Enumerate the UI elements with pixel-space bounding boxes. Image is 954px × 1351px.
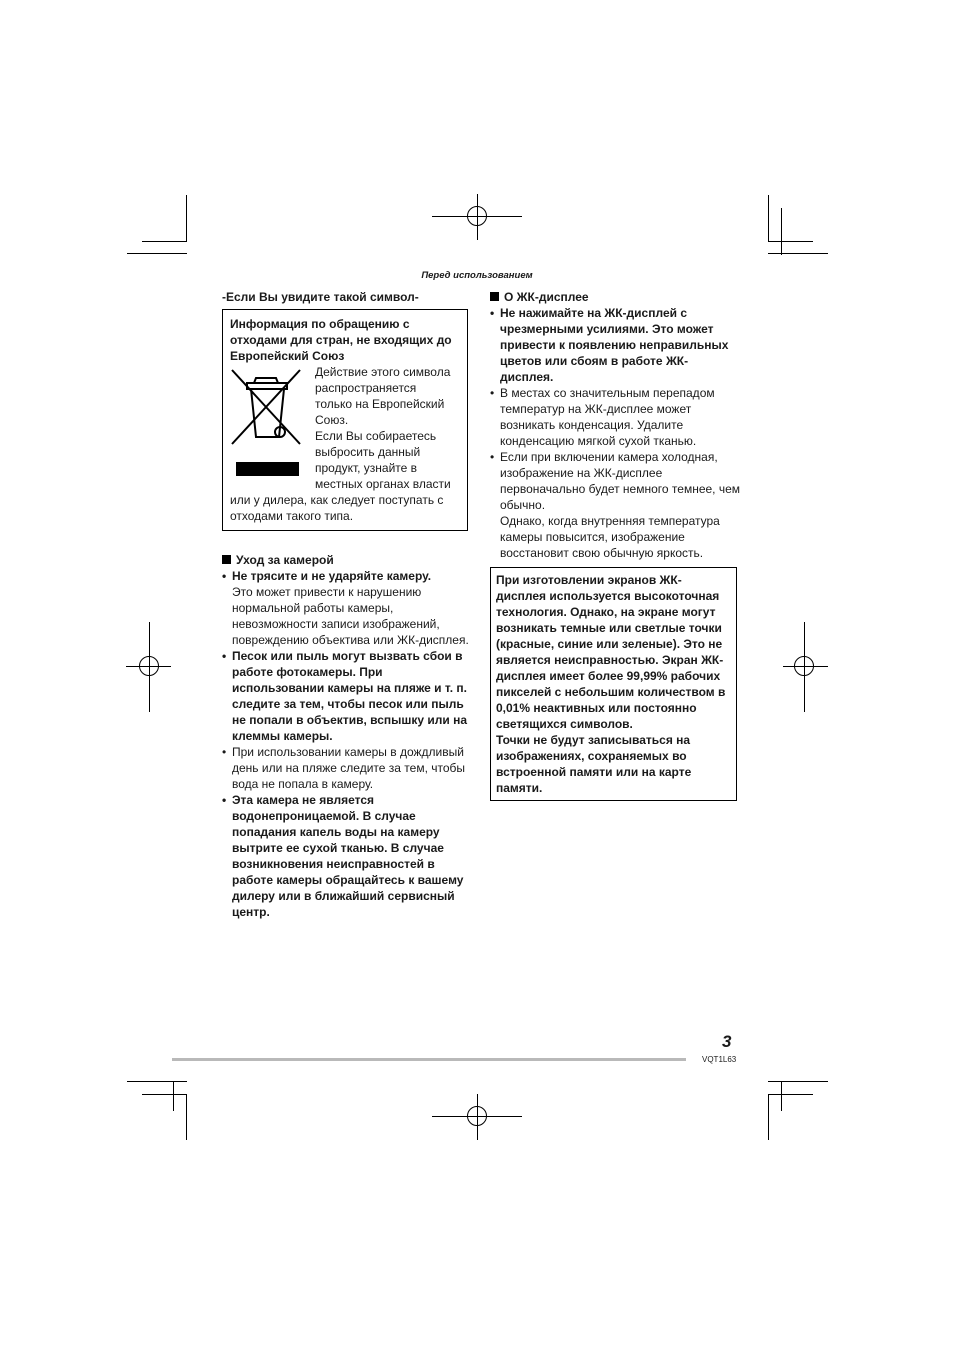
list-item: • Эта камера не является водонепроницаемой. В случае попадания капель воды на камеру вытрите ее сухой тканью. В случае возникновения неисправностей в работе камеры обращайтесь к вашему дилеру или в ближайший сервисный центр.	[222, 792, 472, 920]
disposal-line: продукт, узнайте в	[315, 461, 418, 475]
item-bold-text: Песок или пыль могут вызвать сбои в работе фотокамеры. При использовании камеры на пляже и т. п. следите за тем, чтобы песок или пыль не попали в объектив, вспышку или на клеммы камеры.	[232, 649, 468, 743]
list-item: • Не трясите и не ударяйте камеру. Это может привести к нарушению нормальной работы камеры, невозможности записи изображений, повреждению объектива или ЖК-дисплея.	[222, 568, 472, 648]
item-text: При использовании камеры в дождливый день или на пляже следите за тем, чтобы вода не попала в камеру.	[232, 745, 466, 791]
camera-care-section	[222, 552, 472, 920]
lcd-notice-box	[490, 567, 737, 801]
disposal-line: местных органах власти	[315, 477, 451, 491]
disposal-symbol	[230, 364, 315, 492]
section-header: Перед использованием	[421, 270, 533, 281]
camera-care-list	[222, 568, 472, 920]
list-item: • Песок или пыль могут вызвать сбои в работе фотокамеры. При использовании камеры на пляже и т. п. следите за тем, чтобы песок или пыль не попали в объектив, вспышку или на клеммы камеры.	[222, 648, 472, 744]
crossed-out-wheelie-bin-icon	[230, 364, 310, 476]
list-item: • Если при включении камера холодная, изображение на ЖК-дисплее первоначально будет немного темнее, чем обычно. Однако, когда внутренняя температура камеры повысится, изображение восстановит свою обычную яркость.	[490, 450, 741, 560]
symbol-intro: -Если Вы увидите такой символ-	[222, 290, 419, 304]
disposal-line: Если Вы собираетесь	[315, 429, 437, 443]
left-column	[222, 289, 472, 920]
disposal-line: только на Европейский	[315, 397, 445, 411]
lcd-heading-text: О ЖК-дисплее	[504, 290, 589, 304]
item-text: Однако, когда внутренняя температура камеры повысится, изображение восстановит свою обычную яркость.	[500, 514, 720, 560]
disposal-box-title: Информация по обращению с отходами для стран, не входящих до Европейский Союз	[230, 317, 452, 363]
list-item: • В местах со значительным перепадом температур на ЖК-дисплее может возникать конденсация. Удалите конденсацию мягкой сухой тканью.	[490, 385, 740, 449]
page-number: 3	[722, 1032, 732, 1051]
disposal-line: Союз.	[315, 413, 349, 427]
list-item: • При использовании камеры в дождливый день или на пляже следите за тем, чтобы вода не попала в камеру.	[222, 744, 472, 792]
disposal-box-bottom-text: или у дилера, как следует поступать с отходами такого типа.	[230, 493, 444, 523]
disposal-line: распространяется	[315, 381, 417, 395]
disposal-line: Действие этого символа	[315, 365, 451, 379]
lcd-heading	[490, 289, 740, 305]
square-bullet-icon	[490, 292, 499, 301]
item-text: Это может привести к нарушению нормальной работы камеры, невозможности записи изображений, повреждению объектива или ЖК-дисплея.	[232, 585, 469, 647]
disposal-side-text	[315, 364, 451, 492]
disposal-line: выбросить данный	[315, 445, 421, 459]
list-item: • Не нажимайте на ЖК-дисплей с чрезмерными усилиями. Это может привести к появлению неправильных цветов или сбоям в работе ЖК-дисплея.	[490, 305, 740, 385]
lcd-list	[490, 305, 740, 561]
footer-divider	[172, 1058, 686, 1061]
item-text: В местах со значительным перепадом температур на ЖК-дисплее может возникать конденсация. Удалите конденсацию мягкой сухой тканью.	[500, 386, 715, 448]
square-bullet-icon	[222, 555, 231, 564]
item-bold-text: Не нажимайте на ЖК-дисплей с чрезмерными усилиями. Это может привести к появлению неправильных цветов или сбоям в работе ЖК-дисплея.	[500, 306, 729, 384]
model-code: VQT1L63	[702, 1055, 737, 1064]
notice-text: Точки не будут записываться на изображениях, сохраняемых во встроенной памяти или на карте памяти.	[496, 733, 692, 795]
item-bold-text: Эта камера не является водонепроницаемой. В случае попадания капель воды на камеру вытрите ее сухой тканью. В случае возникновения неисправностей в работе камеры обращайтесь к вашему дилеру или в ближайший сервисный центр.	[232, 793, 464, 919]
disposal-box-body	[230, 364, 460, 492]
notice-text: При изготовлении экранов ЖК-дисплея используется высокоточная технология. Однако, на экране могут возникать темные или светлые точки (красные, синие или зеленые). Это не является неисправностью. Экран ЖК-дисплея имеет более 99,99% рабочих пикселей с небольшим количеством в 0,01% неактивных или постоянно светящихся символов.	[496, 573, 726, 731]
camera-care-heading	[222, 552, 472, 568]
right-column	[490, 289, 740, 801]
item-text: Если при включении камера холодная, изображение на ЖК-дисплее первоначально будет немного темнее, чем обычно.	[500, 450, 741, 512]
item-bold-text: Не трясите и не ударяйте камеру.	[232, 569, 432, 583]
disposal-info-box	[222, 309, 468, 531]
camera-care-heading-text: Уход за камерой	[236, 553, 334, 567]
